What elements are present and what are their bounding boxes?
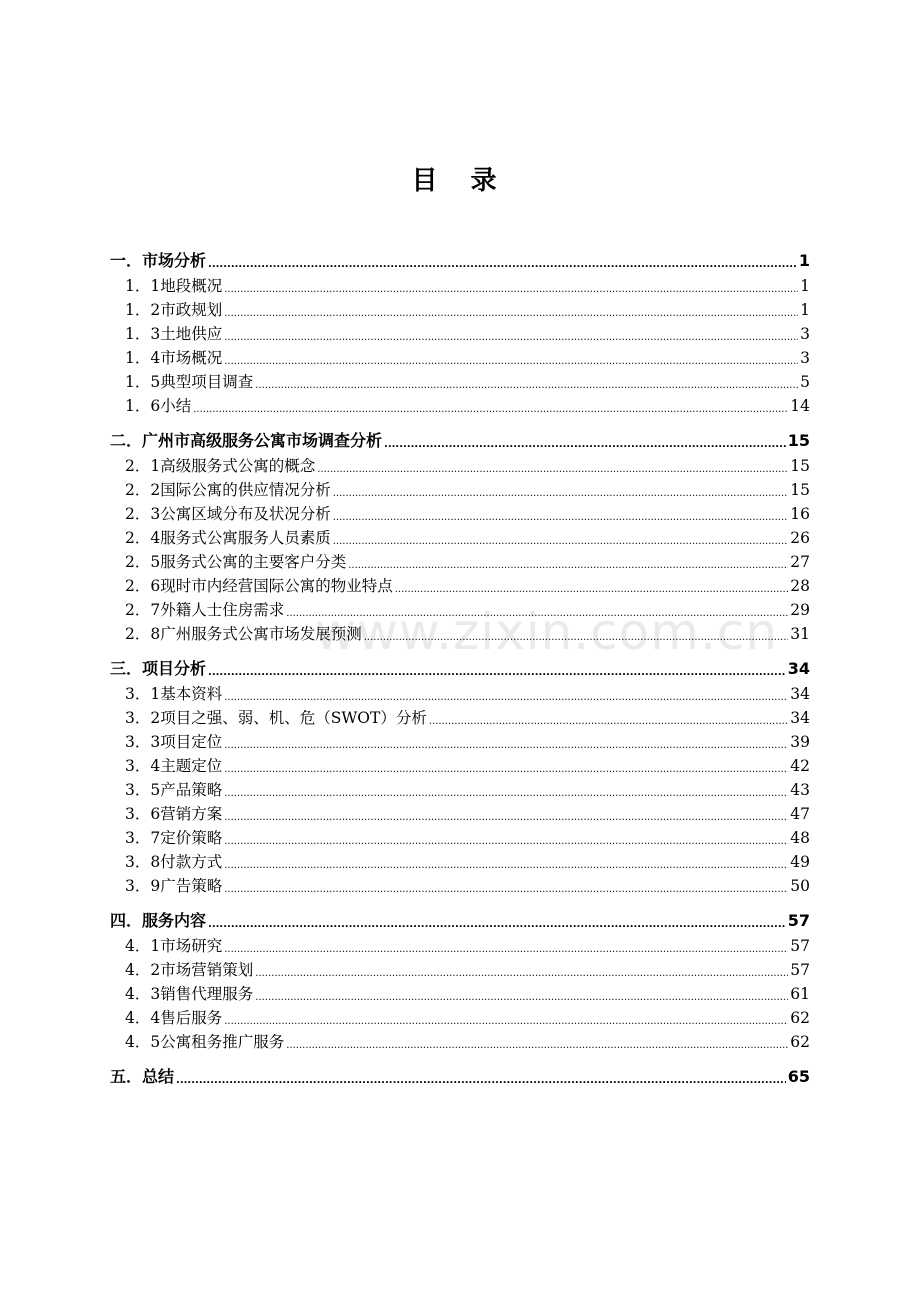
toc-entry-number: 四． xyxy=(110,911,143,930)
toc-entry-number: 4．4 xyxy=(125,1009,161,1027)
toc-entry-number: 3．2 xyxy=(125,709,161,727)
toc-subsection-entry[interactable] xyxy=(110,706,810,730)
dot-leader xyxy=(224,885,788,895)
toc-subsection-entry[interactable] xyxy=(110,958,810,982)
dot-leader xyxy=(193,405,788,415)
toc-entry-label: 外籍人士住房需求 xyxy=(160,601,285,619)
dot-leader xyxy=(224,693,788,703)
toc-page-number: 28 xyxy=(790,577,810,595)
toc-page-number: 49 xyxy=(790,853,810,871)
toc-entry-number: 2．8 xyxy=(125,625,161,643)
toc-entry-number: 1．3 xyxy=(125,325,161,343)
toc-page-number: 1 xyxy=(798,251,810,270)
dot-leader xyxy=(224,789,788,799)
toc-page-number: 15 xyxy=(790,457,810,475)
toc-subsection-entry[interactable] xyxy=(110,454,810,478)
dot-leader xyxy=(224,837,788,847)
toc-page-number: 15 xyxy=(790,481,810,499)
toc-subsection-entry[interactable] xyxy=(110,298,810,322)
toc-page-number: 26 xyxy=(790,529,810,547)
dot-leader xyxy=(286,1041,788,1051)
toc-page-number: 34 xyxy=(787,659,810,678)
toc-entry-label: 营销方案 xyxy=(160,805,223,823)
dot-leader xyxy=(364,633,789,643)
table-of-contents xyxy=(110,248,810,1090)
toc-entry-label: 主题定位 xyxy=(160,757,223,775)
dot-leader xyxy=(208,668,786,678)
page-title: 目 录 xyxy=(411,166,509,196)
toc-entry-number: 4．1 xyxy=(125,937,161,955)
toc-page-number: 57 xyxy=(790,937,810,955)
toc-entry-number: 1．2 xyxy=(125,301,161,319)
toc-subsection-entry[interactable] xyxy=(110,550,810,574)
toc-subsection-entry[interactable] xyxy=(110,598,810,622)
toc-subsection-entry[interactable] xyxy=(110,622,810,646)
toc-entry-label: 服务式公寓服务人员素质 xyxy=(160,529,331,547)
toc-entry-label: 项目分析 xyxy=(142,659,207,678)
dot-leader xyxy=(176,1076,786,1086)
dot-leader xyxy=(224,285,798,295)
toc-entry-label: 地段概况 xyxy=(160,277,223,295)
toc-entry-label: 市场分析 xyxy=(142,251,207,270)
toc-entry-number: 4．5 xyxy=(125,1033,161,1051)
toc-entry-number: 五． xyxy=(110,1067,143,1086)
toc-subsection-entry[interactable] xyxy=(110,526,810,550)
toc-page-number: 50 xyxy=(790,877,810,895)
dot-leader xyxy=(384,440,786,450)
toc-page-number: 57 xyxy=(790,961,810,979)
toc-entry-number: 1．4 xyxy=(125,349,161,367)
toc-entry-label: 市场概况 xyxy=(160,349,223,367)
toc-entry-label: 现时市内经营国际公寓的物业特点 xyxy=(160,577,393,595)
toc-entry-number: 2．5 xyxy=(125,553,161,571)
toc-entry-number: 3．1 xyxy=(125,685,161,703)
toc-entry-number: 3．5 xyxy=(125,781,161,799)
toc-entry-number: 2．3 xyxy=(125,505,161,523)
toc-entry-number: 3．6 xyxy=(125,805,161,823)
toc-entry-label: 市场营销策划 xyxy=(160,961,254,979)
toc-entry-label: 服务内容 xyxy=(142,911,207,930)
toc-subsection-entry[interactable] xyxy=(110,730,810,754)
toc-subsection-entry[interactable] xyxy=(110,274,810,298)
toc-entry-label: 国际公寓的供应情况分析 xyxy=(160,481,331,499)
toc-page-number: 31 xyxy=(790,625,810,643)
toc-entry-label: 项目之强、弱、机、危（SWOT）分析 xyxy=(160,709,427,727)
dot-leader xyxy=(224,765,788,775)
toc-page-number: 65 xyxy=(787,1067,810,1086)
toc-section-entry[interactable] xyxy=(110,656,810,682)
toc-entry-number: 3．4 xyxy=(125,757,161,775)
toc-entry-number: 1．1 xyxy=(125,277,161,295)
toc-subsection-entry[interactable] xyxy=(110,778,810,802)
toc-entry-number: 三． xyxy=(110,659,143,678)
dot-leader xyxy=(208,260,797,270)
toc-subsection-entry[interactable] xyxy=(110,502,810,526)
dot-leader xyxy=(333,489,789,499)
toc-page-number: 5 xyxy=(800,373,810,391)
toc-subsection-entry[interactable] xyxy=(110,394,810,418)
dot-leader xyxy=(348,561,788,571)
toc-subsection-entry[interactable] xyxy=(110,754,810,778)
toc-entry-label: 付款方式 xyxy=(160,853,223,871)
toc-entry-label: 市政规划 xyxy=(160,301,223,319)
dot-leader xyxy=(317,465,788,475)
dot-leader xyxy=(224,945,788,955)
dot-leader xyxy=(224,1017,788,1027)
toc-entry-label: 公寓租务推广服务 xyxy=(160,1033,285,1051)
toc-entry-number: 4．3 xyxy=(125,985,161,1003)
toc-entry-label: 产品策略 xyxy=(160,781,223,799)
toc-entry-label: 总结 xyxy=(142,1067,175,1086)
dot-leader xyxy=(429,717,788,727)
toc-entry-number: 2．4 xyxy=(125,529,161,547)
toc-entry-number: 2．6 xyxy=(125,577,161,595)
dot-leader xyxy=(224,861,788,871)
toc-section-entry[interactable] xyxy=(110,908,810,934)
toc-entry-label: 高级服务式公寓的概念 xyxy=(160,457,316,475)
dot-leader xyxy=(255,993,788,1003)
toc-entry-label: 广州服务式公寓市场发展预测 xyxy=(160,625,362,643)
toc-page-number: 14 xyxy=(790,397,810,415)
dot-leader xyxy=(224,741,788,751)
dot-leader xyxy=(255,969,788,979)
toc-entry-number: 1．6 xyxy=(125,397,161,415)
watermark: www.zixin.com.cn xyxy=(315,603,779,661)
toc-entry-label: 小结 xyxy=(160,397,192,415)
toc-subsection-entry[interactable] xyxy=(110,574,810,598)
toc-page-number: 62 xyxy=(790,1033,810,1051)
dot-leader xyxy=(224,357,798,367)
toc-entry-label: 基本资料 xyxy=(160,685,223,703)
toc-subsection-entry[interactable] xyxy=(110,322,810,346)
toc-page-number: 47 xyxy=(790,805,810,823)
dot-leader xyxy=(224,309,798,319)
toc-entry-label: 广州市高级服务公寓市场调查分析 xyxy=(142,431,383,450)
toc-subsection-entry[interactable] xyxy=(110,1006,810,1030)
toc-subsection-entry[interactable] xyxy=(110,802,810,826)
toc-subsection-entry[interactable] xyxy=(110,850,810,874)
dot-leader xyxy=(255,381,798,391)
toc-page-number: 48 xyxy=(790,829,810,847)
toc-subsection-entry[interactable] xyxy=(110,934,810,958)
toc-subsection-entry[interactable] xyxy=(110,682,810,706)
dot-leader xyxy=(286,609,788,619)
toc-entry-label: 市场研究 xyxy=(160,937,223,955)
toc-entry-number: 2．2 xyxy=(125,481,161,499)
toc-entry-label: 典型项目调查 xyxy=(160,373,254,391)
toc-entry-label: 土地供应 xyxy=(160,325,223,343)
toc-page-number: 34 xyxy=(790,685,810,703)
toc-section-entry[interactable] xyxy=(110,1064,810,1090)
dot-leader xyxy=(333,513,789,523)
toc-entry-number: 4．2 xyxy=(125,961,161,979)
toc-page-number: 39 xyxy=(790,733,810,751)
toc-page-number: 16 xyxy=(790,505,810,523)
toc-section-entry[interactable] xyxy=(110,428,810,454)
toc-page-number: 29 xyxy=(790,601,810,619)
toc-subsection-entry[interactable] xyxy=(110,346,810,370)
toc-entry-number: 2．1 xyxy=(125,457,161,475)
toc-entry-label: 广告策略 xyxy=(160,877,223,895)
toc-entry-label: 销售代理服务 xyxy=(160,985,254,1003)
toc-subsection-entry[interactable] xyxy=(110,982,810,1006)
dot-leader xyxy=(333,537,789,547)
toc-entry-label: 售后服务 xyxy=(160,1009,223,1027)
toc-subsection-entry[interactable] xyxy=(110,1030,810,1054)
toc-page-number: 3 xyxy=(800,349,810,367)
toc-page-number: 1 xyxy=(800,277,810,295)
toc-entry-number: 二． xyxy=(110,431,143,450)
toc-subsection-entry[interactable] xyxy=(110,478,810,502)
toc-page-number: 62 xyxy=(790,1009,810,1027)
dot-leader xyxy=(395,585,789,595)
toc-page-number: 57 xyxy=(787,911,810,930)
toc-entry-number: 3．3 xyxy=(125,733,161,751)
toc-entry-label: 服务式公寓的主要客户分类 xyxy=(160,553,347,571)
toc-entry-label: 项目定位 xyxy=(160,733,223,751)
toc-entry-number: 2．7 xyxy=(125,601,161,619)
toc-page-number: 34 xyxy=(790,709,810,727)
toc-subsection-entry[interactable] xyxy=(110,370,810,394)
toc-entry-number: 1．5 xyxy=(125,373,161,391)
toc-subsection-entry[interactable] xyxy=(110,826,810,850)
toc-page-number: 1 xyxy=(800,301,810,319)
toc-page-number: 3 xyxy=(800,325,810,343)
dot-leader xyxy=(224,333,798,343)
dot-leader xyxy=(208,920,786,930)
toc-section-entry[interactable] xyxy=(110,248,810,274)
toc-page-number: 27 xyxy=(790,553,810,571)
toc-subsection-entry[interactable] xyxy=(110,874,810,898)
toc-entry-label: 定价策略 xyxy=(160,829,223,847)
toc-entry-label: 公寓区域分布及状况分析 xyxy=(160,505,331,523)
dot-leader xyxy=(224,813,788,823)
toc-entry-number: 3．8 xyxy=(125,853,161,871)
toc-entry-number: 3．9 xyxy=(125,877,161,895)
toc-entry-number: 一． xyxy=(110,251,143,270)
toc-page-number: 42 xyxy=(790,757,810,775)
toc-page-number: 61 xyxy=(790,985,810,1003)
toc-page-number: 15 xyxy=(787,431,810,450)
toc-page-number: 43 xyxy=(790,781,810,799)
toc-entry-number: 3．7 xyxy=(125,829,161,847)
